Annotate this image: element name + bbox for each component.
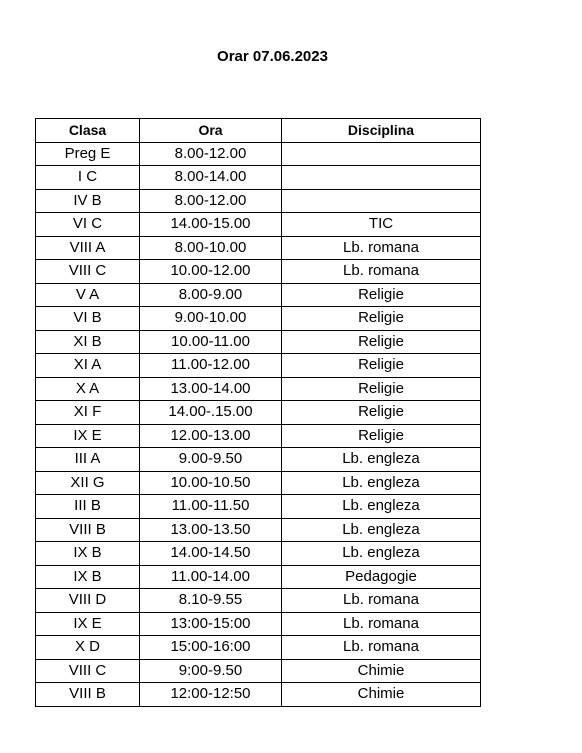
class-cell: XII G bbox=[36, 471, 140, 495]
subject-cell: Religie bbox=[282, 377, 481, 401]
subject-cell: Lb. engleza bbox=[282, 471, 481, 495]
time-cell: 14.00-15.00 bbox=[140, 213, 282, 237]
subject-cell: Religie bbox=[282, 283, 481, 307]
table-row bbox=[36, 401, 481, 425]
class-cell: XI F bbox=[36, 401, 140, 425]
table-row bbox=[36, 142, 481, 166]
subject-cell: Religie bbox=[282, 401, 481, 425]
table-row bbox=[36, 189, 481, 213]
subject-cell: Lb. engleza bbox=[282, 542, 481, 566]
table-row bbox=[36, 213, 481, 237]
class-cell: X D bbox=[36, 636, 140, 660]
subject-cell: Lb. engleza bbox=[282, 495, 481, 519]
subject-cell: Pedagogie bbox=[282, 565, 481, 589]
class-cell: IX E bbox=[36, 424, 140, 448]
time-cell: 9:00-9.50 bbox=[140, 659, 282, 683]
time-cell: 8.10-9.55 bbox=[140, 589, 282, 613]
table-row bbox=[36, 471, 481, 495]
class-cell: V A bbox=[36, 283, 140, 307]
class-cell: VIII D bbox=[36, 589, 140, 613]
subject-cell: Lb. romana bbox=[282, 260, 481, 284]
class-cell: I C bbox=[36, 166, 140, 190]
class-cell: VIII A bbox=[36, 236, 140, 260]
subject-cell: Lb. romana bbox=[282, 236, 481, 260]
table-row bbox=[36, 377, 481, 401]
subject-cell: Religie bbox=[282, 330, 481, 354]
column-header-disciplina: Disciplina bbox=[282, 119, 481, 143]
subject-cell: Lb. romana bbox=[282, 612, 481, 636]
table-row bbox=[36, 330, 481, 354]
time-cell: 9.00-10.00 bbox=[140, 307, 282, 331]
table-row bbox=[36, 260, 481, 284]
table-row bbox=[36, 612, 481, 636]
time-cell: 13.00-14.00 bbox=[140, 377, 282, 401]
table-row bbox=[36, 683, 481, 707]
subject-cell: Chimie bbox=[282, 683, 481, 707]
table-header-row bbox=[36, 119, 481, 143]
time-cell: 10.00-11.00 bbox=[140, 330, 282, 354]
time-cell: 8.00-9.00 bbox=[140, 283, 282, 307]
subject-cell: Lb. engleza bbox=[282, 448, 481, 472]
time-cell: 11.00-11.50 bbox=[140, 495, 282, 519]
table-row bbox=[36, 565, 481, 589]
subject-cell bbox=[282, 189, 481, 213]
subject-cell: Lb. engleza bbox=[282, 518, 481, 542]
subject-cell: Lb. romana bbox=[282, 636, 481, 660]
subject-cell: Religie bbox=[282, 354, 481, 378]
time-cell: 11.00-14.00 bbox=[140, 565, 282, 589]
class-cell: VI B bbox=[36, 307, 140, 331]
subject-cell: Chimie bbox=[282, 659, 481, 683]
table-row bbox=[36, 236, 481, 260]
time-cell: 13:00-15:00 bbox=[140, 612, 282, 636]
time-cell: 14.00-.15.00 bbox=[140, 401, 282, 425]
table-row bbox=[36, 518, 481, 542]
class-cell: VI C bbox=[36, 213, 140, 237]
class-cell: X A bbox=[36, 377, 140, 401]
table-row bbox=[36, 495, 481, 519]
time-cell: 11.00-12.00 bbox=[140, 354, 282, 378]
class-cell: VIII B bbox=[36, 518, 140, 542]
time-cell: 8.00-12.00 bbox=[140, 189, 282, 213]
table-row bbox=[36, 424, 481, 448]
column-header-clasa: Clasa bbox=[36, 119, 140, 143]
subject-cell bbox=[282, 166, 481, 190]
class-cell: IV B bbox=[36, 189, 140, 213]
table-row bbox=[36, 283, 481, 307]
time-cell: 12.00-13.00 bbox=[140, 424, 282, 448]
subject-cell: TIC bbox=[282, 213, 481, 237]
time-cell: 12:00-12:50 bbox=[140, 683, 282, 707]
class-cell: III A bbox=[36, 448, 140, 472]
time-cell: 10.00-10.50 bbox=[140, 471, 282, 495]
schedule-table bbox=[35, 118, 481, 707]
class-cell: XI A bbox=[36, 354, 140, 378]
time-cell: 10.00-12.00 bbox=[140, 260, 282, 284]
subject-cell: Religie bbox=[282, 307, 481, 331]
time-cell: 8.00-10.00 bbox=[140, 236, 282, 260]
time-cell: 14.00-14.50 bbox=[140, 542, 282, 566]
schedule-table-body bbox=[36, 142, 481, 706]
column-header-ora: Ora bbox=[140, 119, 282, 143]
class-cell: IX B bbox=[36, 542, 140, 566]
class-cell: VIII C bbox=[36, 659, 140, 683]
table-row bbox=[36, 448, 481, 472]
class-cell: VIII B bbox=[36, 683, 140, 707]
table-row bbox=[36, 307, 481, 331]
subject-cell: Religie bbox=[282, 424, 481, 448]
table-row bbox=[36, 542, 481, 566]
table-row bbox=[36, 166, 481, 190]
table-row bbox=[36, 589, 481, 613]
table-row bbox=[36, 659, 481, 683]
time-cell: 9.00-9.50 bbox=[140, 448, 282, 472]
table-row bbox=[36, 354, 481, 378]
class-cell: XI B bbox=[36, 330, 140, 354]
table-row bbox=[36, 636, 481, 660]
class-cell: IX B bbox=[36, 565, 140, 589]
subject-cell bbox=[282, 142, 481, 166]
class-cell: VIII C bbox=[36, 260, 140, 284]
subject-cell: Lb. romana bbox=[282, 589, 481, 613]
class-cell: IX E bbox=[36, 612, 140, 636]
page-title: Orar 07.06.2023 bbox=[217, 48, 328, 65]
time-cell: 8.00-14.00 bbox=[140, 166, 282, 190]
time-cell: 8.00-12.00 bbox=[140, 142, 282, 166]
time-cell: 13.00-13.50 bbox=[140, 518, 282, 542]
class-cell: Preg E bbox=[36, 142, 140, 166]
class-cell: III B bbox=[36, 495, 140, 519]
time-cell: 15:00-16:00 bbox=[140, 636, 282, 660]
